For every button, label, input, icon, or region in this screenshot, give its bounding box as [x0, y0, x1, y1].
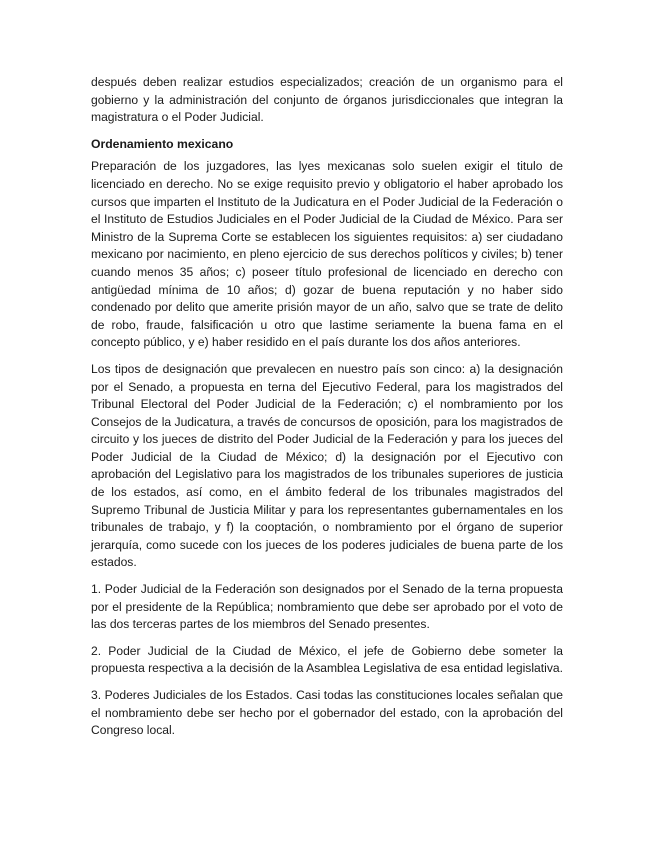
paragraph-federal-judiciary: 1. Poder Judicial de la Federación son designados por el Senado de la terna propuesta por el presidente de la República; nombramiento que debe ser aprobado por el voto de las dos terceras partes de los miembros del Senado presentes.	[91, 582, 563, 632]
section-heading: Ordenamiento mexicano	[91, 136, 234, 151]
paragraph-continuation: después deben realizar estudios especializados; creación de un organismo para el gobierno y la administración del conjunto de órganos jurisdiccionales que integran la magistratura o el Poder Judicial.	[91, 75, 563, 125]
paragraph-preparation: Preparación de los juzgadores, las lyes mexicanas solo suelen exigir el titulo de licenciado en derecho. No se exige requisito previo y obligatorio el haber aprobado los cursos que imparten el Instituto de la Judicatura en el Poder Judicial de la Federación o el Instituto de Estudios Judiciales en el Poder Judicial de la Ciudad de México. Para ser Ministro de la Suprema Corte se establecen los siguientes requisitos: a) ser ciudadano mexicano por nacimiento, en pleno ejercicio de sus derechos políticos y civiles; b) tener cuando menos 35 años; c) poseer título profesional de licenciado en derecho con antigüedad mínima de 10 años; d) gozar de buena reputación y no haber sido condenado por delito que amerite prisión mayor de un año, salvo que se trate de delito de robo, fraude, falsificación u otro que lastime seriamente la buena fama en el concepto público, y e) haber residido en el país durante los dos años anteriores.	[91, 159, 563, 350]
paragraph-cdmx-judiciary: 2. Poder Judicial de la Ciudad de México, el jefe de Gobierno debe someter la propuesta respectiva a la decisión de la Asamblea Legislativa de esa entidad legislativa.	[91, 643, 563, 676]
document-body	[91, 74, 563, 749]
paragraph-state-judiciaries: 3. Poderes Judiciales de los Estados. Casi todas las constituciones locales señalan que el nombramiento debe ser hecho por el gobernador del estado, con la aprobación del Congreso local.	[91, 688, 563, 738]
paragraph-designation-types: Los tipos de designación que prevalecen en nuestro país son cinco: a) la designación por el Senado, a propuesta en terna del Ejecutivo Federal, para los magistrados del Tribunal Electoral del Poder Judicial de la Federación; c) el nombramiento por los Consejos de la Judicatura, a través de concursos de oposición, para los magistrados de circuito y los jueces de distrito del Poder Judicial de la Federación y para los jueces del Poder Judicial de la Ciudad de México; d) la designación por el Ejecutivo con aprobación del Legislativo para los magistrados de los tribunales superiores de justicia de los estados, así como, en el ámbito federal de los tribunales magistrados del Supremo Tribunal de Justicia Militar y para los representantes gubernamentales en los tribunales de trabajo, y f) la cooptación, o nombramiento por el órgano de superior jerarquía, como sucede con los jueces de los poderes judiciales de buena parte de los estados.	[91, 361, 563, 570]
